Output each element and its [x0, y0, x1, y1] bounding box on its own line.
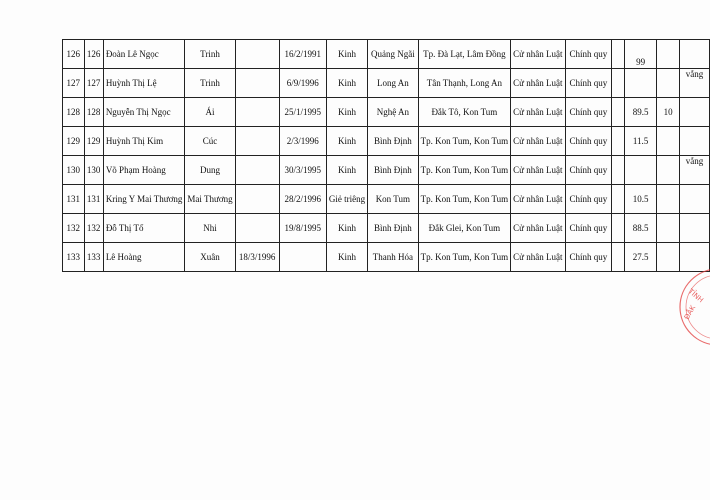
qualification-cell: Cử nhân Luật [511, 185, 565, 214]
table-row [63, 98, 710, 127]
qualification-cell: Cử nhân Luật [511, 156, 565, 185]
residence-cell: Tp. Kon Tum, Kon Tum [418, 156, 511, 185]
training-mode-cell: Chính quy [565, 40, 612, 69]
hometown-cell: Thanh Hóa [368, 243, 419, 272]
blank-cell [612, 69, 625, 98]
dob-female-cell: 30/3/1995 [279, 156, 326, 185]
ethnicity-cell: Giẻ triêng [326, 185, 367, 214]
given-name-cell: Dung [185, 156, 235, 185]
hometown-cell: Kon Tum [368, 185, 419, 214]
score-cell: 99 [624, 40, 656, 69]
table-row [63, 243, 710, 272]
residence-cell: Tp. Đà Lạt, Lâm Đồng [418, 40, 511, 69]
table-row [63, 156, 710, 185]
ethnicity-cell: Kinh [326, 214, 367, 243]
candidate-number: 131 [84, 185, 103, 214]
dob-male-cell [235, 40, 279, 69]
training-mode-cell: Chính quy [565, 127, 612, 156]
dob-male-cell [235, 214, 279, 243]
training-mode-cell: Chính quy [565, 98, 612, 127]
table-row [63, 40, 710, 69]
blank-cell [612, 98, 625, 127]
dob-female-cell [279, 243, 326, 272]
dob-female-cell: 19/8/1995 [279, 214, 326, 243]
candidate-number: 130 [84, 156, 103, 185]
blank-cell [612, 40, 625, 69]
svg-text:TỈNH: TỈNH [686, 287, 705, 305]
hometown-cell: Bình Định [368, 156, 419, 185]
row-number: 132 [63, 214, 85, 243]
extra-score-cell [657, 40, 680, 69]
blank-cell [612, 127, 625, 156]
table-row [63, 214, 710, 243]
residence-cell: Đắk Glei, Kon Tum [418, 214, 511, 243]
surname-cell: Lê Hoàng [103, 243, 185, 272]
surname-cell: Kring Y Mai Thương [103, 185, 185, 214]
given-name-cell: Xuân [185, 243, 235, 272]
table-row [63, 185, 710, 214]
residence-cell: Tp. Kon Tum, Kon Tum [418, 243, 511, 272]
dob-male-cell [235, 127, 279, 156]
given-name-cell: Nhi [185, 214, 235, 243]
surname-cell: Võ Phạm Hoàng [103, 156, 185, 185]
given-name-cell: Ái [185, 98, 235, 127]
surname-cell: Đoàn Lê Ngọc [103, 40, 185, 69]
note-cell: vắng [680, 69, 710, 98]
score-cell [624, 69, 656, 98]
qualification-cell: Cử nhân Luật [511, 69, 565, 98]
qualification-cell: Cử nhân Luật [511, 127, 565, 156]
candidate-number: 128 [84, 98, 103, 127]
note-cell [680, 185, 710, 214]
red-seal-stamp [678, 262, 710, 352]
note-cell [680, 214, 710, 243]
training-mode-cell: Chính quy [565, 156, 612, 185]
surname-cell: Đỗ Thị Tố [103, 214, 185, 243]
blank-cell [612, 185, 625, 214]
table-body [63, 40, 710, 272]
training-mode-cell: Chính quy [565, 69, 612, 98]
row-number: 128 [63, 98, 85, 127]
dob-male-cell: 18/3/1996 [235, 243, 279, 272]
svg-text:ĐẮK: ĐẮK [682, 304, 698, 321]
blank-cell [612, 214, 625, 243]
score-cell: 89.5 [624, 98, 656, 127]
dob-female-cell: 28/2/1996 [279, 185, 326, 214]
candidate-number: 127 [84, 69, 103, 98]
candidate-number: 133 [84, 243, 103, 272]
ethnicity-cell: Kinh [326, 40, 367, 69]
candidate-number: 132 [84, 214, 103, 243]
extra-score-cell [657, 156, 680, 185]
ethnicity-cell: Kinh [326, 98, 367, 127]
ethnicity-cell: Kinh [326, 127, 367, 156]
dob-female-cell: 25/1/1995 [279, 98, 326, 127]
hometown-cell: Nghệ An [368, 98, 419, 127]
row-number: 129 [63, 127, 85, 156]
extra-score-cell [657, 243, 680, 272]
row-number: 127 [63, 69, 85, 98]
dob-female-cell: 16/2/1991 [279, 40, 326, 69]
training-mode-cell: Chính quy [565, 185, 612, 214]
qualification-cell: Cử nhân Luật [511, 243, 565, 272]
score-cell [624, 156, 656, 185]
row-number: 126 [63, 40, 85, 69]
note-cell [680, 40, 710, 69]
residence-cell: Đắk Tô, Kon Tum [418, 98, 511, 127]
dob-female-cell: 2/3/1996 [279, 127, 326, 156]
ethnicity-cell: Kinh [326, 156, 367, 185]
given-name-cell: Cúc [185, 127, 235, 156]
training-mode-cell: Chính quy [565, 214, 612, 243]
score-cell: 10.5 [624, 185, 656, 214]
ethnicity-cell: Kinh [326, 243, 367, 272]
residence-cell: Tp. Kon Tum, Kon Tum [418, 185, 511, 214]
candidate-number: 129 [84, 127, 103, 156]
dob-male-cell [235, 156, 279, 185]
residence-cell: Tp. Kon Tum, Kon Tum [418, 127, 511, 156]
dob-female-cell: 6/9/1996 [279, 69, 326, 98]
given-name-cell: Trinh [185, 69, 235, 98]
qualification-cell: Cử nhân Luật [511, 98, 565, 127]
dob-male-cell [235, 185, 279, 214]
hometown-cell: Quảng Ngãi [368, 40, 419, 69]
residence-cell: Tân Thạnh, Long An [418, 69, 511, 98]
given-name-cell: Mai Thương [185, 185, 235, 214]
note-cell: vắng [680, 156, 710, 185]
surname-cell: Nguyễn Thị Ngọc [103, 98, 185, 127]
score-cell: 11.5 [624, 127, 656, 156]
given-name-cell: Trinh [185, 40, 235, 69]
candidate-table [62, 39, 710, 272]
extra-score-cell [657, 127, 680, 156]
hometown-cell: Long An [368, 69, 419, 98]
training-mode-cell: Chính quy [565, 243, 612, 272]
qualification-cell: Cử nhân Luật [511, 214, 565, 243]
hometown-cell: Bình Định [368, 127, 419, 156]
blank-cell [612, 156, 625, 185]
qualification-cell: Cử nhân Luật [511, 40, 565, 69]
extra-score-cell: 10 [657, 98, 680, 127]
candidate-number: 126 [84, 40, 103, 69]
row-number: 130 [63, 156, 85, 185]
surname-cell: Huỳnh Thị Lệ [103, 69, 185, 98]
dob-male-cell [235, 69, 279, 98]
row-number: 131 [63, 185, 85, 214]
surname-cell: Huỳnh Thị Kim [103, 127, 185, 156]
ethnicity-cell: Kinh [326, 69, 367, 98]
extra-score-cell [657, 214, 680, 243]
table-row [63, 69, 710, 98]
extra-score-cell [657, 185, 680, 214]
score-cell: 27.5 [624, 243, 656, 272]
blank-cell [612, 243, 625, 272]
note-cell [680, 127, 710, 156]
hometown-cell: Bình Định [368, 214, 419, 243]
row-number: 133 [63, 243, 85, 272]
extra-score-cell [657, 69, 680, 98]
table-row [63, 127, 710, 156]
dob-male-cell [235, 98, 279, 127]
score-cell: 88.5 [624, 214, 656, 243]
note-cell [680, 98, 710, 127]
